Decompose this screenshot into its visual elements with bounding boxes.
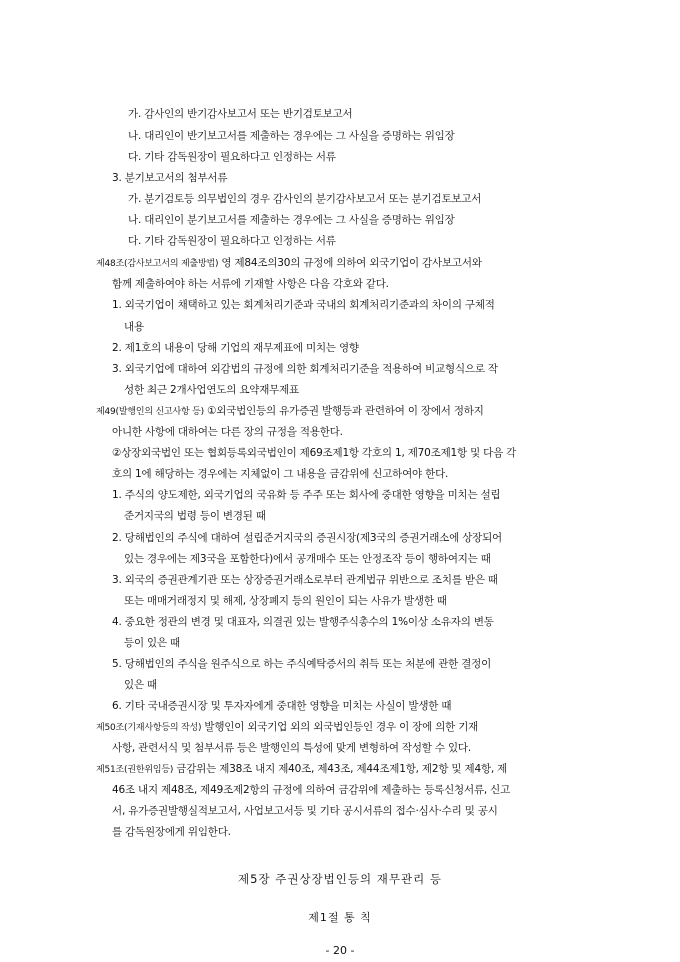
a49-item-3-cont: 또는 매매거래정지 및 해제, 상장폐지 등의 원인이 되는 사유가 발생한 때 bbox=[124, 595, 447, 607]
article-49-heading: 제49(발행인의 신고사항 등) bbox=[96, 407, 204, 417]
page-number: - 20 - bbox=[325, 944, 355, 957]
a48-item-1-cont: 내용 bbox=[124, 321, 144, 333]
article-51-text: 금감위는 제38조 내지 제40조, 제43조, 제44조제1항, 제2항 및 제4항, 제 bbox=[176, 763, 508, 775]
a48-item-3-cont: 성한 최근 2개사업연도의 요약재무제표 bbox=[124, 384, 299, 396]
a49-item-6: 6. 기타 국내증권시장 및 투자자에게 중대한 영향을 미치는 사실이 발생한 때 bbox=[112, 700, 452, 712]
item-na-1: 나. 대리인이 반기보고서를 제출하는 경우에는 그 사실을 증명하는 위임장 bbox=[128, 130, 455, 142]
a49-item-3: 3. 외국의 증권관계기관 또는 상장증권거래소로부터 관계법규 위반으로 조치를 받은 때 bbox=[112, 574, 498, 586]
a49-item-5: 5. 당해법인의 주식을 원주식으로 하는 주식예탁증서의 취득 또는 처분에 관한 결정이 bbox=[112, 658, 492, 670]
a48-item-2: 2. 제1호의 내용이 당해 기업의 재무제표에 미치는 영향 bbox=[112, 342, 359, 354]
item-na-2: 나. 대리인이 분기보고서를 제출하는 경우에는 그 사실을 증명하는 위임장 bbox=[128, 214, 455, 226]
chapter-title: 제5장 주권상장법인등의 재무관리 등 bbox=[238, 872, 442, 886]
article-48-text: 영 제84조의30의 규정에 의하여 외국기업이 감사보고서와 bbox=[221, 257, 482, 269]
article-51-cont-1: 46조 내지 제48조, 제49조제2항의 규정에 의하여 금감위에 제출하는 등록신청서류, 신고 bbox=[112, 784, 511, 796]
item-ga-1: 가. 감사인의 반기감사보고서 또는 반기검토보고서 bbox=[128, 108, 353, 120]
article-49-text: ①외국법인등의 유가증권 발행등과 관련하여 이 장에서 정하지 bbox=[207, 405, 484, 417]
article-51-heading: 제51조(권한위임등) bbox=[96, 765, 174, 775]
article-49-cont: 아니한 사항에 대하여는 다른 장의 규정을 적용한다. bbox=[112, 426, 343, 438]
section-title: 제1절 통 칙 bbox=[308, 911, 372, 924]
article-50-heading: 제50조(기재사항등의 작성) bbox=[96, 723, 202, 733]
a49-item-4-cont: 등이 있은 때 bbox=[124, 637, 180, 649]
article-50-text: 발행인이 외국기업 외의 외국법인등인 경우 이 장에 의한 기재 bbox=[204, 721, 479, 733]
article-48-heading: 제48조(감사보고서의 제출방법) bbox=[96, 259, 219, 269]
article-48 bbox=[96, 256, 482, 271]
item-da-2: 다. 기타 감독원장이 필요하다고 인정하는 서류 bbox=[128, 235, 336, 247]
article-50-cont: 사항, 관련서식 및 첨부서류 등은 발행인의 특성에 맞게 변형하여 작성할 수 있다. bbox=[112, 742, 471, 754]
article-48-cont: 함께 제출하여야 하는 서류에 기재할 사항은 다음 각호와 같다. bbox=[112, 278, 389, 290]
a49-item-1: 1. 주식의 양도제한, 외국기업의 국유화 등 주주 또는 회사에 중대한 영향을 미치는 설립 bbox=[112, 489, 501, 501]
a48-item-3: 3. 외국기업에 대하여 외감법의 규정에 의한 회계처리기준을 적용하여 비교형식으로 작 bbox=[112, 363, 498, 375]
a48-item-1: 1. 외국기업이 채택하고 있는 회계처리기준과 국내의 회계처리기준과의 차이의 구체적 bbox=[112, 299, 495, 311]
article-49-p2: ②상장외국법인 또는 협회등록외국법인이 제69조제1항 각호의 1, 제70조제1항 및 다음 각 bbox=[112, 447, 517, 459]
item-3: 3. 분기보고서의 첨부서류 bbox=[112, 172, 228, 184]
item-ga-2: 가. 분기검토등 의무법인의 경우 감사인의 분기감사보고서 또는 분기검토보고서 bbox=[128, 193, 482, 205]
a49-item-1-cont: 준거지국의 법령 등이 변경된 때 bbox=[124, 510, 266, 522]
article-49-p2-cont: 호의 1에 해당하는 경우에는 지체없이 그 내용을 금감위에 신고하여야 한다. bbox=[112, 468, 449, 480]
item-da-1: 다. 기타 감독원장이 필요하다고 인정하는 서류 bbox=[128, 151, 336, 163]
article-51 bbox=[96, 762, 507, 777]
article-49 bbox=[96, 404, 484, 419]
a49-item-2-cont: 있는 경우에는 제3국을 포함한다)에서 공개매수 또는 안정조작 등이 행하여지는 때 bbox=[124, 553, 491, 565]
article-51-cont-3: 를 감독원장에게 위임한다. bbox=[112, 826, 231, 838]
a49-item-5-cont: 있은 때 bbox=[124, 679, 157, 691]
article-51-cont-2: 서, 유가증권발행실적보고서, 사업보고서등 및 기타 공시서류의 접수·심사·수리 및 공시 bbox=[112, 805, 498, 817]
a49-item-2: 2. 당해법인의 주식에 대하여 설립준거지국의 증권시장(제3국의 증권거래소에 상장되어 bbox=[112, 532, 502, 544]
article-50 bbox=[96, 720, 478, 735]
a49-item-4: 4. 중요한 정관의 변경 및 대표자, 의결권 있는 발행주식총수의 1%이상 소유자의 변동 bbox=[112, 616, 494, 628]
